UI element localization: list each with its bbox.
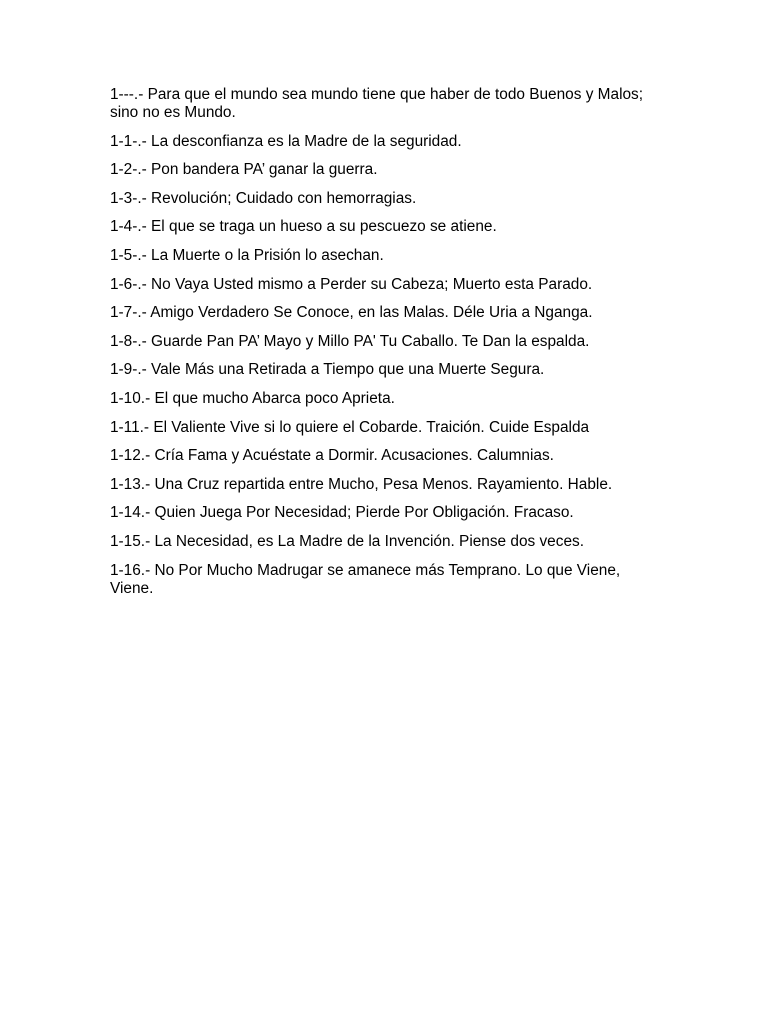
proverb-line: 1---.- Para que el mundo sea mundo tiene que haber de todo Buenos y Malos; sino no es Mundo.	[110, 86, 644, 121]
proverb-line: 1-14.- Quien Juega Por Necesidad; Pierde Por Obligación. Fracaso.	[110, 504, 574, 522]
proverb-line: 1-8-.- Guarde Pan PA’ Mayo y Millo PA' Tu Caballo. Te Dan la espalda.	[110, 332, 590, 350]
proverb-line: 1-11.- El Valiente Vive si lo quiere el Cobarde. Traición. Cuide Espalda	[110, 418, 590, 436]
proverb-line: 1-1-.- La desconfianza es la Madre de la seguridad.	[110, 132, 462, 150]
proverb-line: 1-3-.- Revolución; Cuidado con hemorragias.	[110, 189, 417, 207]
proverb-line: 1-13.- Una Cruz repartida entre Mucho, Pesa Menos. Rayamiento. Hable.	[110, 475, 613, 493]
proverb-line: 1-5-.- La Muerte o la Prisión lo asechan.	[110, 246, 384, 264]
proverb-line: 1-16.- No Por Mucho Madrugar se amanece más Temprano. Lo que Viene, Viene.	[110, 561, 621, 597]
document-body	[110, 86, 655, 608]
proverb-line: 1-15.- La Necesidad, es La Madre de la Invención. Piense dos veces.	[110, 532, 584, 550]
proverb-line: 1-4-.- El que se traga un hueso a su pescuezo se atiene.	[110, 218, 497, 236]
proverb-line: 1-2-.- Pon bandera PA’ ganar la guerra.	[110, 161, 378, 179]
proverb-line: 1-7-.- Amigo Verdadero Se Conoce, en las Malas. Déle Uria a Nganga.	[110, 304, 593, 322]
proverb-line: 1-10.- El que mucho Abarca poco Aprieta.	[110, 389, 395, 407]
proverb-line: 1-12.- Cría Fama y Acuéstate a Dormir. Acusaciones. Calumnias.	[110, 447, 554, 465]
proverb-line: 1-9-.- Vale Más una Retirada a Tiempo que una Muerte Segura.	[110, 361, 545, 379]
proverb-line: 1-6-.- No Vaya Usted mismo a Perder su Cabeza; Muerto esta Parado.	[110, 275, 593, 293]
